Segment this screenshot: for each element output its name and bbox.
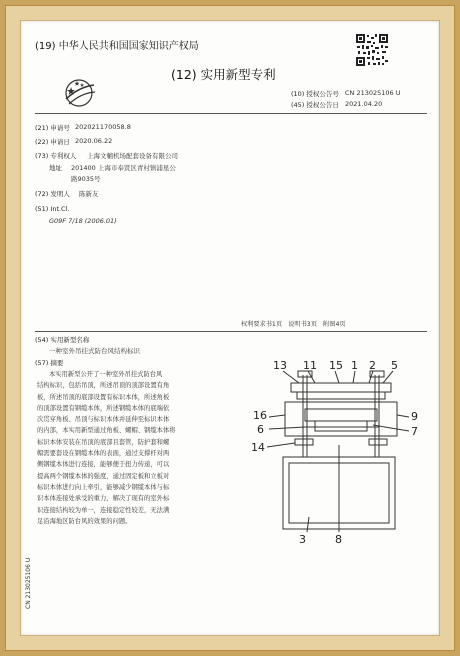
inventor: 陈新友 <box>79 190 99 198</box>
abstract-line: 侧钢缆本体进行连接，能够便于扭力传递，可以 <box>37 461 170 469</box>
abstract-line: 本实用新型公开了一种室外吊挂式防台风 <box>49 371 163 378</box>
sleeve-right <box>369 439 387 445</box>
abstract-line: 标识本体进行向上牵引，能够减少钢缆本体与标 <box>37 483 170 491</box>
address-line-2: 路9035号 <box>71 175 101 183</box>
patent-type: (12) 实用新型专利 <box>171 67 276 82</box>
app-no-label: (21) 申请号 <box>35 124 70 132</box>
figure-label: 7 <box>411 425 418 438</box>
technical-drawing <box>243 357 433 553</box>
figure-label: 9 <box>411 410 418 423</box>
abstract-line: 结构标识，包括吊顶，所述吊顶的顶部设置有角 <box>37 382 170 390</box>
address-label: 地址 <box>49 164 62 172</box>
page-info: 权利要求书1页 说明书3页 附图4页 <box>241 321 346 328</box>
ceiling-plate <box>297 392 385 399</box>
owner: 上海文輔机场配套设备有限公司 <box>87 152 178 160</box>
figure-label: 6 <box>257 423 264 436</box>
pub-no-label: (10) 授权公告号 <box>291 90 339 98</box>
utility-model-title: 一种室外吊挂式防台风结构标识 <box>49 347 140 355</box>
intcl-label: (51) Int.Cl. <box>35 205 70 213</box>
owner-label: (73) 专利权人 <box>35 152 77 160</box>
figure-label: 1 <box>351 359 358 372</box>
biblio-divider <box>35 331 427 332</box>
figure-label: 14 <box>251 441 265 454</box>
figure-label: 11 <box>303 359 317 372</box>
abstract-line: 板，所述吊顶的底部设置有标识本体，所述角板 <box>37 393 170 401</box>
abstract-body <box>37 369 237 527</box>
pub-date: 2021.04.20 <box>345 100 383 108</box>
abstract-line: 识本体连接处承受的重力，解决了现有的室外标 <box>37 495 170 503</box>
side-publication-number: CN 213025106 U <box>25 557 32 609</box>
figure-label: 2 <box>369 359 376 372</box>
figure-label: 13 <box>273 359 287 372</box>
abstract-line: 次贯穿角板、吊顶与标识本体并延伸至标识本体 <box>37 416 170 424</box>
inventor-label: (72) 发明人 <box>35 190 70 198</box>
abstract-line: 标识本体安装在吊顶的底部且套管，防护套和螺 <box>37 438 170 446</box>
abstract-line: 帽需要套设在钢缆本体的表面，通过支撑杆对两 <box>37 450 170 458</box>
angle-plate <box>291 383 391 392</box>
cnipa-logo-icon <box>61 73 99 111</box>
abstract-line: 足沿海地区防台风的效果的问题。 <box>37 517 132 525</box>
fixing-plate <box>305 409 377 421</box>
abstract-line: 识连接结构较为单一，连接稳定性较差，无法满 <box>37 506 170 514</box>
filing-date: 2020.06.22 <box>75 137 113 145</box>
filing-date-label: (22) 申请日 <box>35 138 70 146</box>
address-line-1: 201400 上海市奉贤区青村镇浦星公 <box>71 164 176 172</box>
title-label: (54) 实用新型名称 <box>35 336 90 344</box>
vertical-plate <box>315 421 367 431</box>
pub-date-label: (45) 授权公告日 <box>291 101 339 109</box>
patent-page <box>20 20 440 636</box>
office-name: (19) 中华人民共和国国家知识产权局 <box>35 41 199 52</box>
abstract-label: (57) 摘要 <box>35 359 64 367</box>
figure-label: 8 <box>335 533 342 546</box>
qr-code-icon <box>355 33 389 67</box>
intcl: G09F 7/18 (2006.01) <box>49 217 117 225</box>
app-no: 202021170058.8 <box>75 123 131 131</box>
abstract-line: 提高两个钢缆本体的强度，通过固定板和立板对 <box>37 472 170 480</box>
pub-no: CN 213025106 U <box>345 89 401 97</box>
abstract-line: 的顶部设置有钢缆本体，所述钢缆本体的底端依 <box>37 404 170 412</box>
abstract-line: 的内部，本实用新型通过角板、螺帽、钢缆本体将 <box>37 427 176 435</box>
figure-label: 3 <box>299 533 306 546</box>
figure-label: 15 <box>329 359 343 372</box>
figure-label: 5 <box>391 359 398 372</box>
header-divider <box>35 113 427 114</box>
sleeve-left <box>295 439 313 445</box>
figure-label: 16 <box>253 409 267 422</box>
